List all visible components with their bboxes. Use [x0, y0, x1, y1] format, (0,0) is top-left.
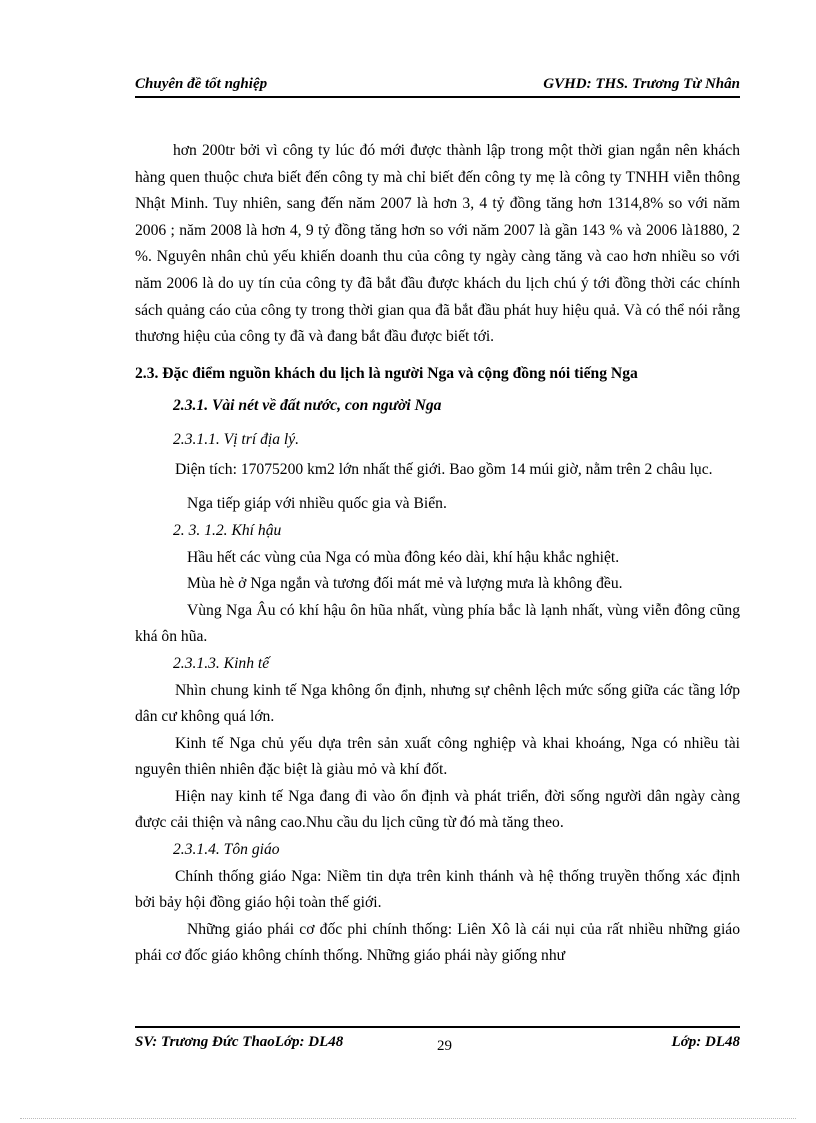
paragraph: Hầu hết các vùng của Nga có mùa đông kéo dài, khí hậu khắc nghiệt.: [187, 548, 620, 566]
section-heading: 2.3. Đặc điểm nguồn khách du lịch là người Nga và cộng đồng nói tiếng Nga: [135, 364, 638, 382]
footer-student: SV: Trương Đức ThaoLớp: DL48: [135, 1034, 344, 1050]
paragraph: hơn 200tr bởi vì công ty lúc đó mới được thành lập trong một thời gian ngắn nên khách hàng quen thuộc chưa biết đến công ty mà chỉ biết đến công ty mẹ là công ty TNHH viễn thông Nhật Minh. Tuy nhiên, sang đến năm 2007 là hơn 3, 4 tỷ đồng tăng hơn 1314,8% so với năm 2006 ; năm 2008 là hơn 4, 9 tỷ đồng tăng hơn so với năm 2007 là gần 143 % và 2006 là1880, 2 %. Nguyên nhân chủ yếu khiến doanh thu của công ty ngày càng tăng và cao hơn nhiều so với năm 2006 là do uy tín của công ty đã bắt đầu được khách du lịch chú ý tới đồng thời các chính sách quảng cáo của công ty trong thời gian qua đã bắt đầu phát huy hiệu quả. Và có thể nói rằng thương hiệu của công ty đã và đang bắt đầu được biết tới.: [135, 142, 740, 346]
subsubsection-heading: 2.3.1.4. Tôn giáo: [173, 841, 280, 859]
paragraph: Vùng Nga Âu có khí hậu ôn hũa nhất, vùng phía bắc là lạnh nhất, vùng viễn đông cũng khá ôn hũa.: [135, 601, 740, 646]
paragraph: Mùa hè ở Nga ngắn và tương đối mát mẻ và lượng mưa là không đều.: [187, 575, 623, 593]
subsection-heading: 2.3.1. Vài nét về đất nước, con người Nga: [173, 396, 442, 414]
paragraph: Nga tiếp giáp với nhiều quốc gia và Biển.: [187, 495, 447, 513]
subsubsection-heading: 2. 3. 1.2. Khí hậu: [173, 521, 282, 539]
paragraph: Hiện nay kinh tế Nga đang đi vào ổn định và phát triển, đời sống người dân ngày càng được cải thiện và nâng cao.Nhu cầu du lịch cũng từ đó mà tăng theo.: [135, 787, 740, 832]
header-rule: [135, 96, 740, 98]
paragraph: Kinh tế Nga chủ yếu dựa trên sản xuất công nghiệp và khai khoáng, Nga có nhiều tài nguyên thiên nhiên đặc biệt là giàu mỏ và khí đốt.: [135, 734, 740, 779]
page-content: [135, 138, 740, 970]
page-boundary: [20, 1118, 796, 1119]
footer-rule: [135, 1026, 740, 1028]
paragraph: Nhìn chung kinh tế Nga không ổn định, nhưng sự chênh lệch mức sống giữa các tầng lớp dân cư không quá lớn.: [135, 681, 740, 726]
subsubsection-heading: 2.3.1.1. Vị trí địa lý.: [173, 430, 300, 448]
page-number: 29: [437, 1038, 452, 1054]
paragraph: Chính thống giáo Nga: Niềm tin dựa trên kinh thánh và hệ thống truyền thống xác định bởi bảy hội đồng giáo hội toàn thế giới.: [135, 867, 740, 912]
paragraph: Diện tích: 17075200 km2 lớn nhất thế giới. Bao gồm 14 múi giờ, nằm trên 2 châu lục.: [175, 460, 713, 478]
header-title: Chuyên đề tốt nghiệp: [135, 76, 268, 92]
header-advisor: GVHD: THS. Trương Từ Nhân: [543, 76, 740, 92]
footer-class: Lớp: DL48: [671, 1034, 740, 1050]
paragraph: Những giáo phái cơ đốc phi chính thống: Liên Xô là cái nụi của rất nhiều những giáo phái cơ đốc giáo không chính thống. Những giáo phái này giống như: [135, 920, 740, 965]
subsubsection-heading: 2.3.1.3. Kinh tế: [173, 654, 270, 672]
